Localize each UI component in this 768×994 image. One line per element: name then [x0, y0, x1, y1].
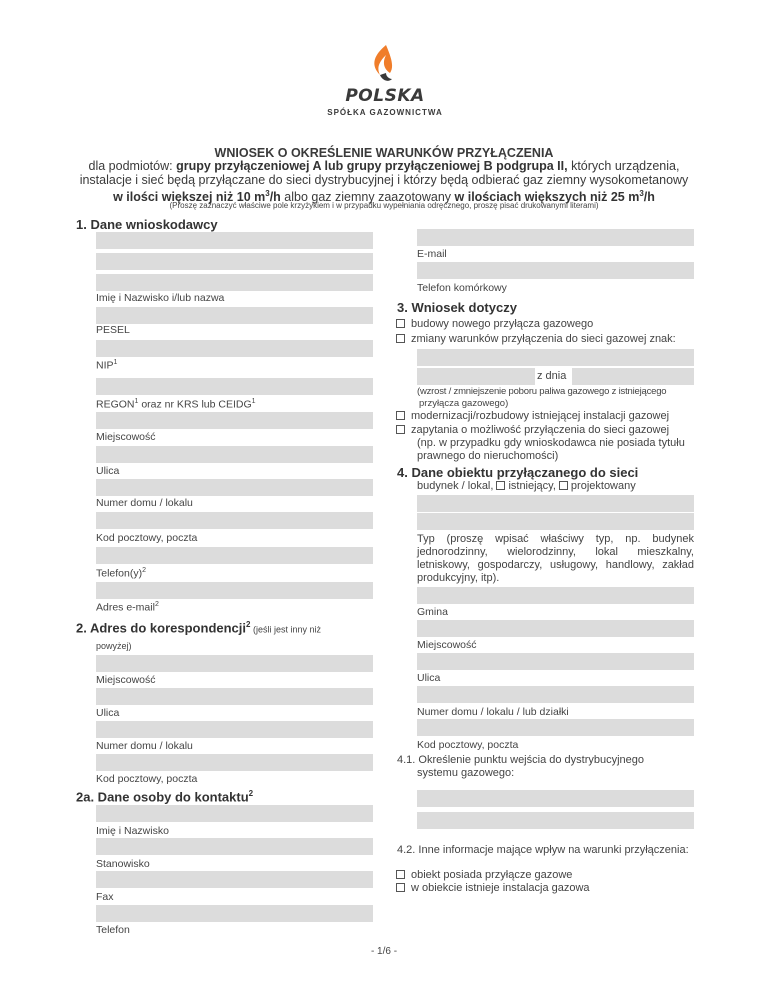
- checkbox[interactable]: [396, 319, 405, 328]
- option-change-conditions[interactable]: zmiany warunków przyłączenia do sieci gazowej znak:: [396, 333, 676, 346]
- change-note-2: przyłącza gazowego): [419, 398, 509, 409]
- gmina-input[interactable]: [417, 587, 694, 604]
- mobile-phone-label: Telefon komórkowy: [417, 282, 507, 294]
- reference-number-input-2[interactable]: [417, 368, 535, 385]
- checkbox-existing[interactable]: [496, 481, 505, 490]
- object-house-input[interactable]: [417, 686, 694, 703]
- pesel-label: PESEL: [96, 324, 130, 336]
- logo-subtitle: SPÓŁKA GAZOWNICTWA: [327, 108, 443, 117]
- section-1-title: 1. Dane wnioskodawcy: [76, 217, 218, 232]
- nip-label: NIP$^1$: [96, 359, 118, 372]
- checkbox[interactable]: [396, 425, 405, 434]
- contact-phone-label: Telefon: [96, 924, 130, 936]
- change-note: (wzrost / zmniejszenie poboru paliwa gazowego z istniejącego: [417, 386, 667, 397]
- building-type-options: budynek / lokal, istniejący, projektowany: [417, 480, 636, 492]
- street-label: Ulica: [96, 465, 120, 477]
- corr-city-input[interactable]: [96, 655, 373, 672]
- section-3-title: 3. Wniosek dotyczy: [397, 300, 517, 315]
- object-type-input-1[interactable]: [417, 495, 694, 512]
- entry-point-input-2[interactable]: [417, 812, 694, 829]
- object-street-label: Ulica: [417, 672, 441, 684]
- contact-fax-input[interactable]: [96, 871, 373, 888]
- object-city-label: Miejscowość: [417, 639, 477, 651]
- option-new-connection[interactable]: budowy nowego przyłącza gazowego: [396, 318, 593, 331]
- house-number-input[interactable]: [96, 479, 373, 496]
- contact-phone-input[interactable]: [96, 905, 373, 922]
- house-number-label: Numer domu / lokalu: [96, 497, 193, 509]
- section-2-note: powyżej): [96, 641, 132, 651]
- corr-street-input[interactable]: [96, 688, 373, 705]
- fill-instructions: (Proszę zaznaczyć właściwe pole krzyżykiem i w przypadku wypełniania odręcznego, proszę pisać drukowanymi literami): [169, 201, 599, 210]
- reference-number-input[interactable]: [417, 349, 694, 366]
- phone-input[interactable]: [96, 547, 373, 564]
- checkbox[interactable]: [396, 334, 405, 343]
- entry-point-label: 4.1. Określenie punktu wejścia do dystrybucyjnego: [397, 754, 645, 766]
- object-type-description: Typ (proszę wpisać właściwy typ, np. budynek jednorodzinny, wielorodzinny, lokal mieszkalny, letniskowy, gospodarczy, usługowy, handlowy, zakład produkcyjny, itp).: [417, 533, 694, 584]
- regon-label: REGON$^1$ oraz nr KRS lub CEIDG$^1$: [96, 398, 256, 411]
- section-4-title: 4. Dane obiektu przyłączanego do sieci: [397, 465, 639, 480]
- object-postal-input[interactable]: [417, 719, 694, 736]
- corr-street-label: Ulica: [96, 707, 120, 719]
- checkbox[interactable]: [396, 870, 405, 879]
- nip-input[interactable]: [96, 340, 373, 357]
- form-intro: dla podmiotów: grupy przyłączeniowej A lub grupy przyłączeniowej B podgrupa II, których urządzenia, instalacje i sieć będą przyłączane do sieci dystrybucyjnej i którzy będą odbierać gaz ziemny wysokometanowy w ilości większej niż 10 $m^3/h$ albo gaz ziemny zaazotowany w ilościach większych niż 25 $m^3/h$: [79, 159, 689, 205]
- page-number: - 1/6 -: [370, 946, 398, 957]
- form-title: WNIOSEK O OKREŚLENIE WARUNKÓW PRZYŁĄCZENIA: [214, 146, 554, 160]
- corr-city-label: Miejscowość: [96, 674, 156, 686]
- corr-house-label: Numer domu / lokalu: [96, 740, 193, 752]
- date-input[interactable]: [572, 368, 694, 385]
- date-label: z dnia: [537, 370, 567, 382]
- name-input-line-1[interactable]: [96, 232, 373, 249]
- corr-house-input[interactable]: [96, 721, 373, 738]
- option-has-connection[interactable]: obiekt posiada przyłącze gazowe: [396, 869, 572, 882]
- postal-code-input[interactable]: [96, 512, 373, 529]
- pesel-input[interactable]: [96, 307, 373, 324]
- contact-position-label: Stanowisko: [96, 858, 150, 870]
- email-input[interactable]: [96, 582, 373, 599]
- city-input[interactable]: [96, 412, 373, 429]
- logo-name: POLSKA: [345, 86, 425, 106]
- contact-name-label: Imię i Nazwisko: [96, 825, 169, 837]
- gmina-label: Gmina: [417, 606, 448, 618]
- option-has-installation[interactable]: w obiekcie istnieje instalacja gazowa: [396, 882, 590, 895]
- contact-name-input[interactable]: [96, 805, 373, 822]
- city-label: Miejscowość: [96, 431, 156, 443]
- option-inquiry[interactable]: zapytania o możliwość przyłączenia do sieci gazowej: [396, 424, 669, 437]
- corr-postal-input[interactable]: [96, 754, 373, 771]
- flame-icon: [372, 45, 398, 85]
- other-info-label: 4.2. Inne informacje mające wpływ na warunki przyłączenia:: [397, 844, 689, 856]
- checkbox[interactable]: [396, 411, 405, 420]
- mobile-phone-input[interactable]: [417, 262, 694, 279]
- object-city-input[interactable]: [417, 620, 694, 637]
- entry-point-input-1[interactable]: [417, 790, 694, 807]
- name-input-line-3[interactable]: [96, 274, 373, 291]
- postal-code-label: Kod pocztowy, poczta: [96, 532, 198, 544]
- object-house-label: Numer domu / lokalu / lub działki: [417, 706, 569, 718]
- applicant-email-input[interactable]: [417, 229, 694, 246]
- name-label: Imię i Nazwisko i/lub nazwa: [96, 292, 225, 304]
- regon-input[interactable]: [96, 378, 373, 395]
- email-label: Adres e-mail$^2$: [96, 601, 159, 614]
- object-postal-label: Kod pocztowy, poczta: [417, 739, 519, 751]
- section-2a-title: 2a. Dane osoby do kontaktu$^2$: [76, 789, 254, 805]
- name-input-line-2[interactable]: [96, 253, 373, 270]
- applicant-email-label: E-mail: [417, 248, 447, 260]
- phone-label: $Telefon(y)^2$: [96, 567, 147, 580]
- object-street-input[interactable]: [417, 653, 694, 670]
- corr-postal-label: Kod pocztowy, poczta: [96, 773, 198, 785]
- option-inquiry-note: (np. w przypadku gdy wnioskodawca nie posiada tytułu: [417, 437, 685, 449]
- contact-fax-label: Fax: [96, 891, 114, 903]
- section-2-title: 2. Adres do korespondencji$^2$ (jeśli jest inny niż: [76, 620, 321, 636]
- contact-position-input[interactable]: [96, 838, 373, 855]
- option-inquiry-note-2: prawnego do nieruchomości): [417, 450, 559, 462]
- checkbox[interactable]: [396, 883, 405, 892]
- entry-point-label-2: systemu gazowego:: [417, 767, 515, 779]
- object-type-input-2[interactable]: [417, 513, 694, 530]
- option-modernization[interactable]: modernizacji/rozbudowy istniejącej instalacji gazowej: [396, 410, 669, 423]
- checkbox-planned[interactable]: [559, 481, 568, 490]
- street-input[interactable]: [96, 446, 373, 463]
